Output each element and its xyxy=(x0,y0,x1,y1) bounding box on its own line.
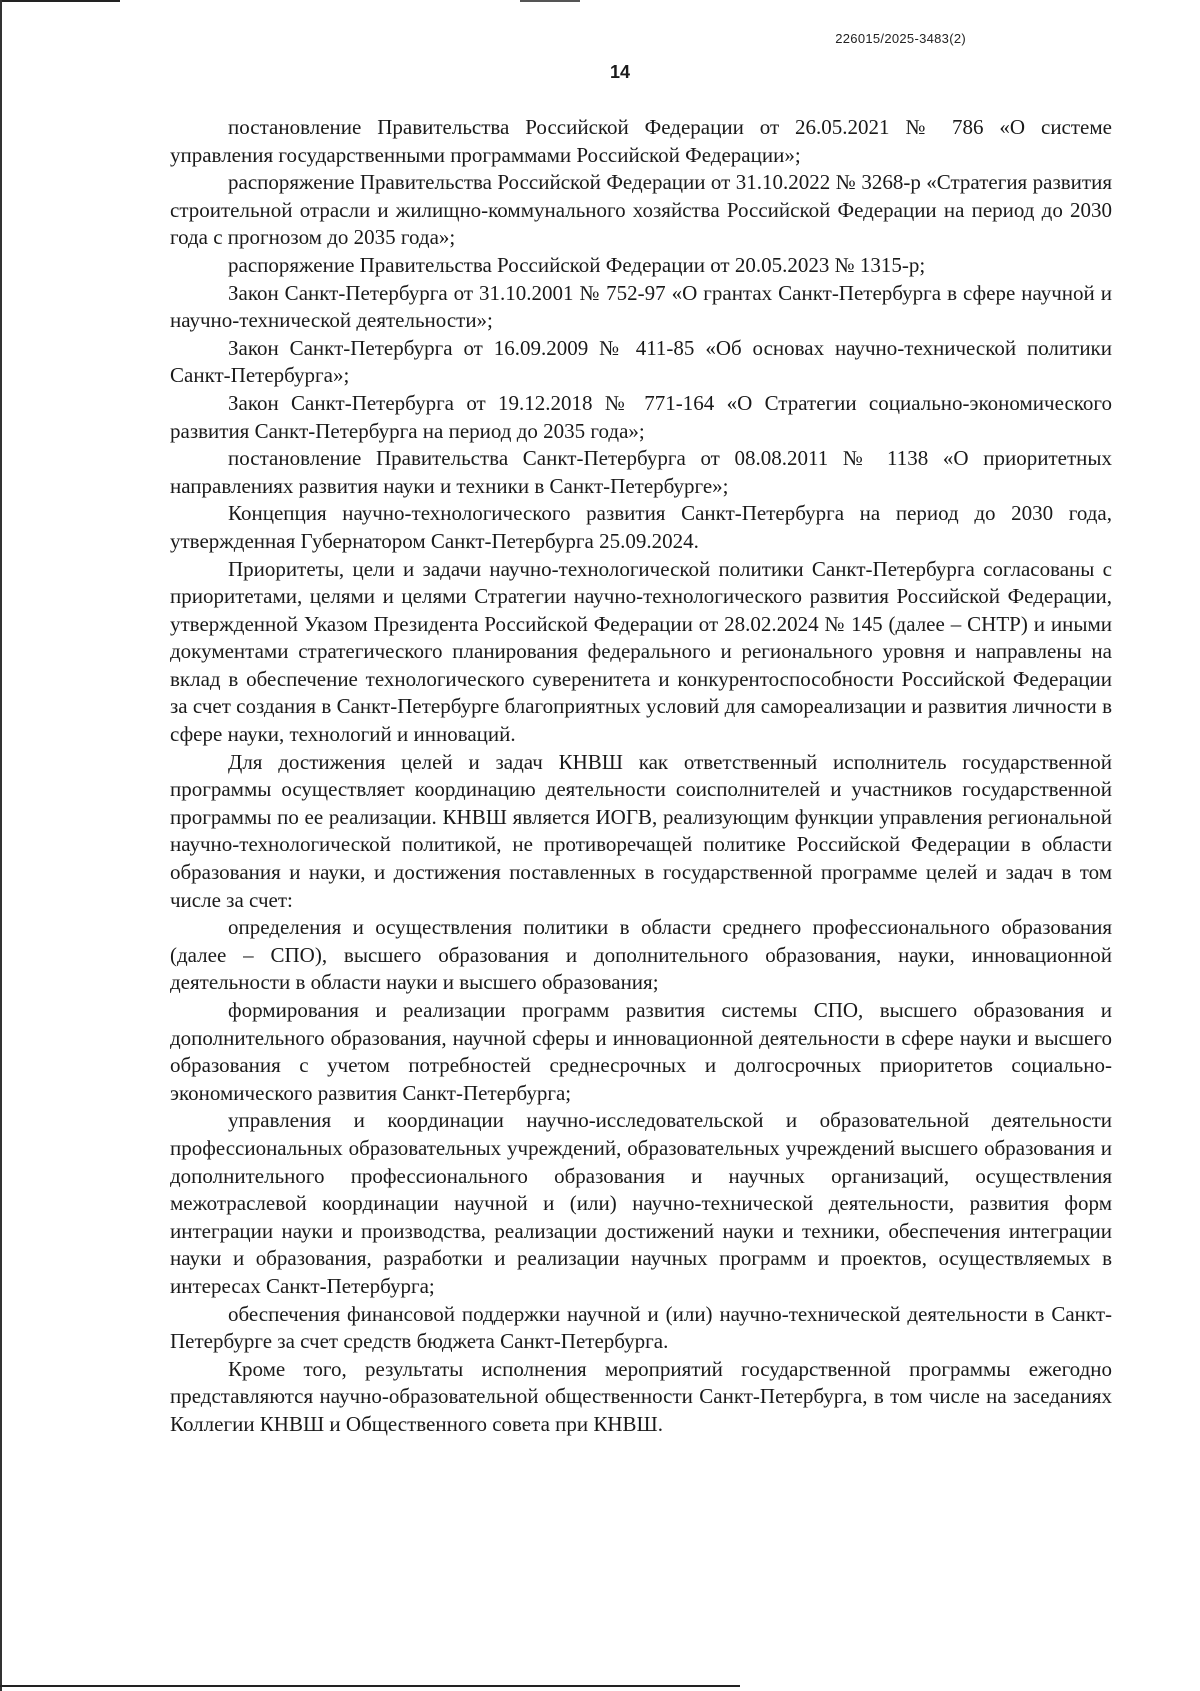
paragraph-6: Закон Санкт-Петербурга от 19.12.2018 № 771-164 «О Стратегии социально-экономического развития Санкт-Петербурга на период до 2035 года»; xyxy=(170,390,1112,443)
paragraph-13: управления и координации научно-исследовательской и образовательной деятельности профессиональных образовательных учреждений, образовательных учреждений высшего образования и дополнительного профессионального образования и научных организаций, осуществления межотраслевой координации научной и (или) научно-технической деятельности, развития форм интеграции науки и производства, реализации достижений науки и техники, обеспечения интеграции науки и образования, разработки и реализации научных программ и проектов, осуществляемых в интересах Санкт-Петербурга; xyxy=(170,1108,1112,1298)
paragraph-3: распоряжение Правительства Российской Федерации от 20.05.2023 № 1315-р; xyxy=(228,252,926,277)
page-number: 14 xyxy=(609,62,631,82)
paragraph-4: Закон Санкт-Петербурга от 31.10.2001 № 752-97 «О грантах Санкт-Петербурга в сфере научной и научно-технической деятельности»; xyxy=(170,280,1112,333)
scan-edge-top-mark xyxy=(520,0,580,2)
scan-edge-left xyxy=(0,0,2,1691)
scan-edge-bottom xyxy=(0,1685,740,1687)
document-body xyxy=(170,114,1112,1439)
scan-edge-top xyxy=(0,0,120,2)
paragraph-5: Закон Санкт-Петербурга от 16.09.2009 № 411-85 «Об основах научно-технической политики Санкт-Петербурга»; xyxy=(170,335,1112,388)
paragraph-10: Для достижения целей и задач КНВШ как ответственный исполнитель государственной программы осуществляет координацию деятельности соисполнителей и участников государственной программы по ее реализации. КНВШ является ИОГВ, реализующим функции управления региональной научно-технологической политикой, не противоречащей политике Российской Федерации в области образования и науки, и достижения поставленных в государственной программе целей и задач в том числе за счет: xyxy=(170,749,1112,912)
registration-number: 226015/2025-3483(2) xyxy=(835,31,966,46)
paragraph-1: постановление Правительства Российской Федерации от 26.05.2021 № 786 «О системе управления государственными программами Российской Федерации»; xyxy=(170,115,1112,167)
paragraph-7: постановление Правительства Санкт-Петербурга от 08.08.2011 № 1138 «О приоритетных направлениях развития науки и техники в Санкт-Петербурге»; xyxy=(170,446,1112,498)
paragraph-12: формирования и реализации программ развития системы СПО, высшего образования и дополнительного образования, научной сферы и инновационной деятельности в сфере науки и высшего образования с учетом потребностей среднесрочных и долгосрочных приоритетов социально-экономического развития Санкт-Петербурга; xyxy=(170,998,1112,1105)
paragraph-8: Концепция научно-технологического развития Санкт-Петербурга на период до 2030 года, утвержденная Губернатором Санкт-Петербурга 25.09.2024. xyxy=(170,501,1112,553)
paragraph-2: распоряжение Правительства Российской Федерации от 31.10.2022 № 3268-р «Стратегия развития строительной отрасли и жилищно-коммунального хозяйства Российской Федерации на период до 2030 года с прогнозом до 2035 года»; xyxy=(170,170,1112,250)
paragraph-9: Приоритеты, цели и задачи научно-технологической политики Санкт-Петербурга согласованы с приоритетами, целями и целями Стратегии научно-технологического развития Российской Федерации, утвержденной Указом Президента Российской Федерации от 28.02.2024 № 145 (далее – СНТР) и иными документами стратегического планирования федерального и регионального уровня и направлены на вклад в обеспечение технологического суверенитета и конкурентоспособности Российской Федерации за счет создания в Санкт-Петербурге благоприятных условий для самореализации и развития личности в сфере науки, технологий и инноваций. xyxy=(170,556,1112,747)
paragraph-11: определения и осуществления политики в области среднего профессионального образования (далее – СПО), высшего образования и дополнительного образования, науки, инновационной деятельности в области науки и высшего образования; xyxy=(170,915,1112,995)
paragraph-14: обеспечения финансовой поддержки научной и (или) научно-технической деятельности в Санкт-Петербурге за счет средств бюджета Санкт-Петербурга. xyxy=(170,1301,1112,1354)
paragraph-15: Кроме того, результаты исполнения мероприятий государственной программы ежегодно представляются научно-образовательной общественности Санкт-Петербурга, в том числе на заседаниях Коллегии КНВШ и Общественного совета при КНВШ. xyxy=(170,1356,1112,1436)
